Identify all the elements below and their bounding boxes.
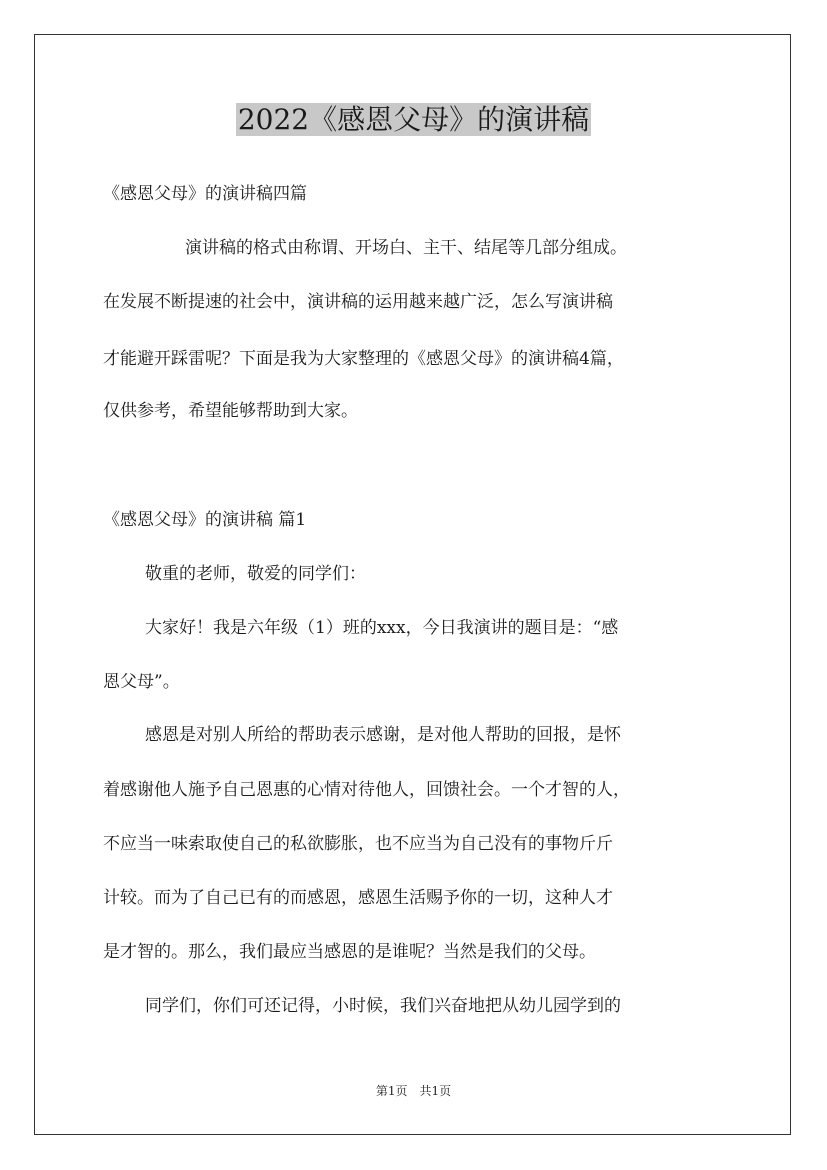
intro-line: 仅供参考，希望能够帮助到大家。 <box>103 401 358 421</box>
document-title-text: 2022《感恩父母》的演讲稿 <box>237 103 590 136</box>
body-line: 敬重的老师，敬爱的同学们： <box>145 564 366 584</box>
section-heading: 《感恩父母》的演讲稿 篇1 <box>103 510 307 530</box>
body-line: 是才智的。那么，我们最应当感恩的是谁呢？当然是我们的父母。 <box>103 942 596 962</box>
body-line: 感恩是对别人所给的帮助表示感谢，是对他人帮助的回报，是怀 <box>145 725 621 745</box>
body-line: 计较。而为了自己已有的而感恩，感恩生活赐予你的一切，这种人才 <box>103 888 613 908</box>
intro-line: 在发展不断提速的社会中，演讲稿的运用越来越广泛，怎么写演讲稿 <box>103 292 613 312</box>
body-line: 同学们，你们可还记得，小时候，我们兴奋地把从幼儿园学到的 <box>145 996 621 1016</box>
body-line: 不应当一味索取使自己的私欲膨胀，也不应当为自己没有的事物斤斤 <box>103 834 613 854</box>
document-title <box>0 100 827 140</box>
document-subtitle: 《感恩父母》的演讲稿四篇 <box>103 184 307 204</box>
body-line: 大家好！我是六年级（1）班的xxx，今日我演讲的题目是：“感 <box>145 618 619 638</box>
intro-line: 演讲稿的格式由称谓、开场白、主干、结尾等几部分组成。 <box>185 238 627 258</box>
body-line: 着感谢他人施予自己恩惠的心情对待他人，回馈社会。一个才智的人， <box>103 780 630 800</box>
body-line: 恩父母”。 <box>103 672 180 692</box>
intro-line: 才能避开踩雷呢？下面是我为大家整理的《感恩父母》的演讲稿4篇， <box>103 349 624 369</box>
page-number-footer: 第1页 共1页 <box>375 1084 452 1098</box>
